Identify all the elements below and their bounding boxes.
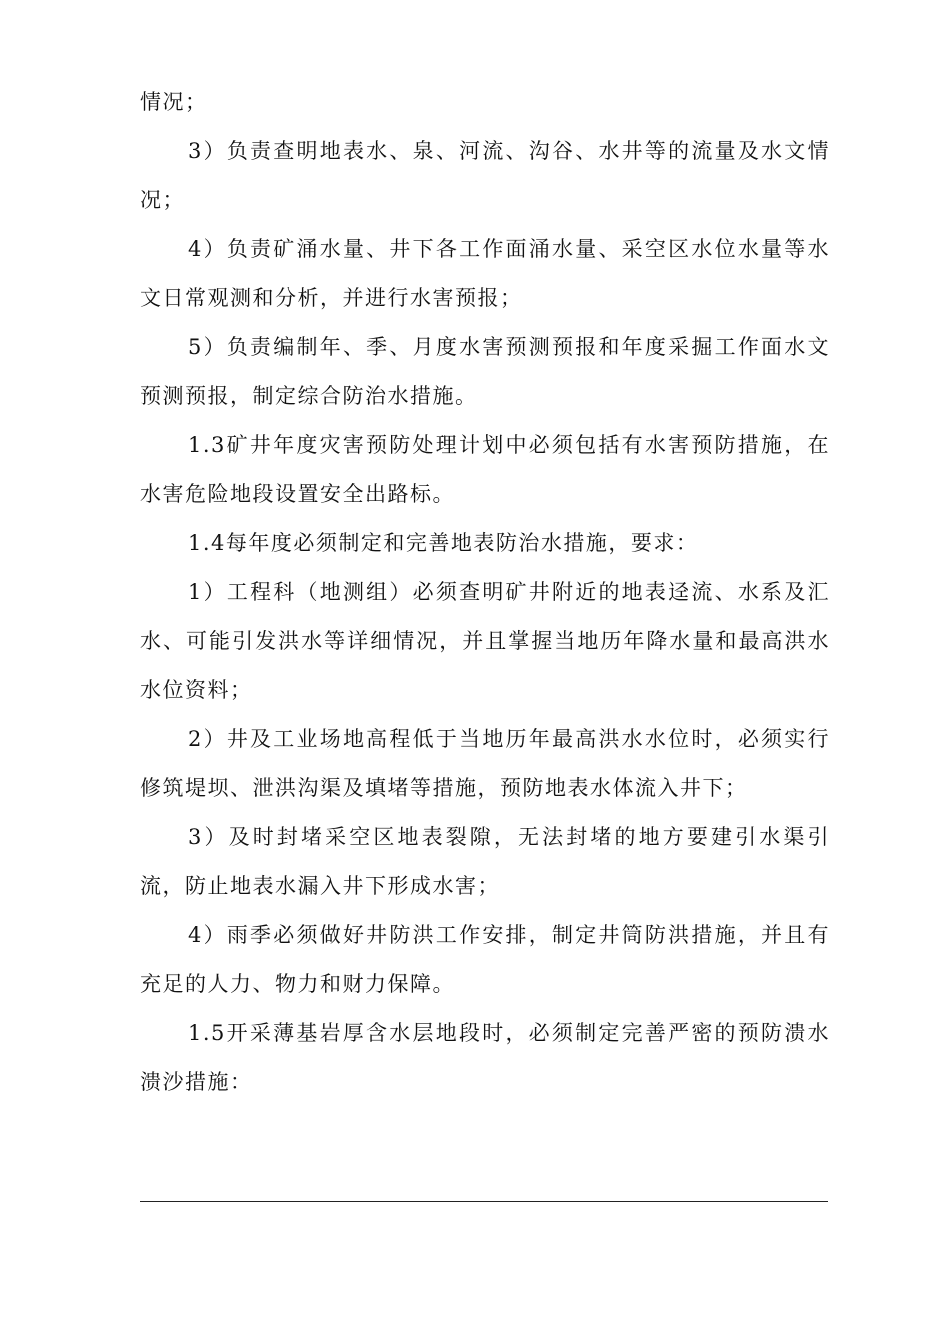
paragraph-requirement-4: 4）雨季必须做好井防洪工作安排，制定井筒防洪措施，并且有充足的人力、物力和财力保障。 — [140, 923, 830, 996]
paragraph-section-1-4: 1.4每年度必须制定和完善地表防治水措施，要求： — [188, 531, 699, 555]
paragraph-requirement-1: 1）工程科（地测组）必须查明矿井附近的地表迳流、水系及汇水、可能引发洪水等详细情况，并且掌握当地历年降水量和最高洪水水位资料； — [140, 580, 830, 702]
paragraph-requirement-3: 3）及时封堵采空区地表裂隙，无法封堵的地方要建引水渠引流，防止地表水漏入井下形成水害； — [140, 825, 830, 898]
footer-divider — [140, 1201, 828, 1202]
document-body — [140, 78, 830, 1107]
paragraph-item-4: 4）负责矿涌水量、井下各工作面涌水量、采空区水位水量等水文日常观测和分析，并进行水害预报； — [140, 237, 830, 310]
paragraph-item-3: 3）负责查明地表水、泉、河流、沟谷、水井等的流量及水文情况； — [140, 139, 830, 212]
paragraph-section-1-3: 1.3矿井年度灾害预防处理计划中必须包括有水害预防措施，在水害危险地段设置安全出路标。 — [140, 433, 830, 506]
paragraph-requirement-2: 2）井及工业场地高程低于当地历年最高洪水水位时，必须实行修筑堤坝、泄洪沟渠及填堵等措施，预防地表水体流入井下； — [140, 727, 830, 800]
paragraph-continuation: 情况； — [140, 90, 208, 114]
paragraph-item-5: 5）负责编制年、季、月度水害预测预报和年度采掘工作面水文预测预报，制定综合防治水措施。 — [140, 335, 830, 408]
paragraph-section-1-5: 1.5开采薄基岩厚含水层地段时，必须制定完善严密的预防溃水溃沙措施： — [140, 1021, 830, 1094]
